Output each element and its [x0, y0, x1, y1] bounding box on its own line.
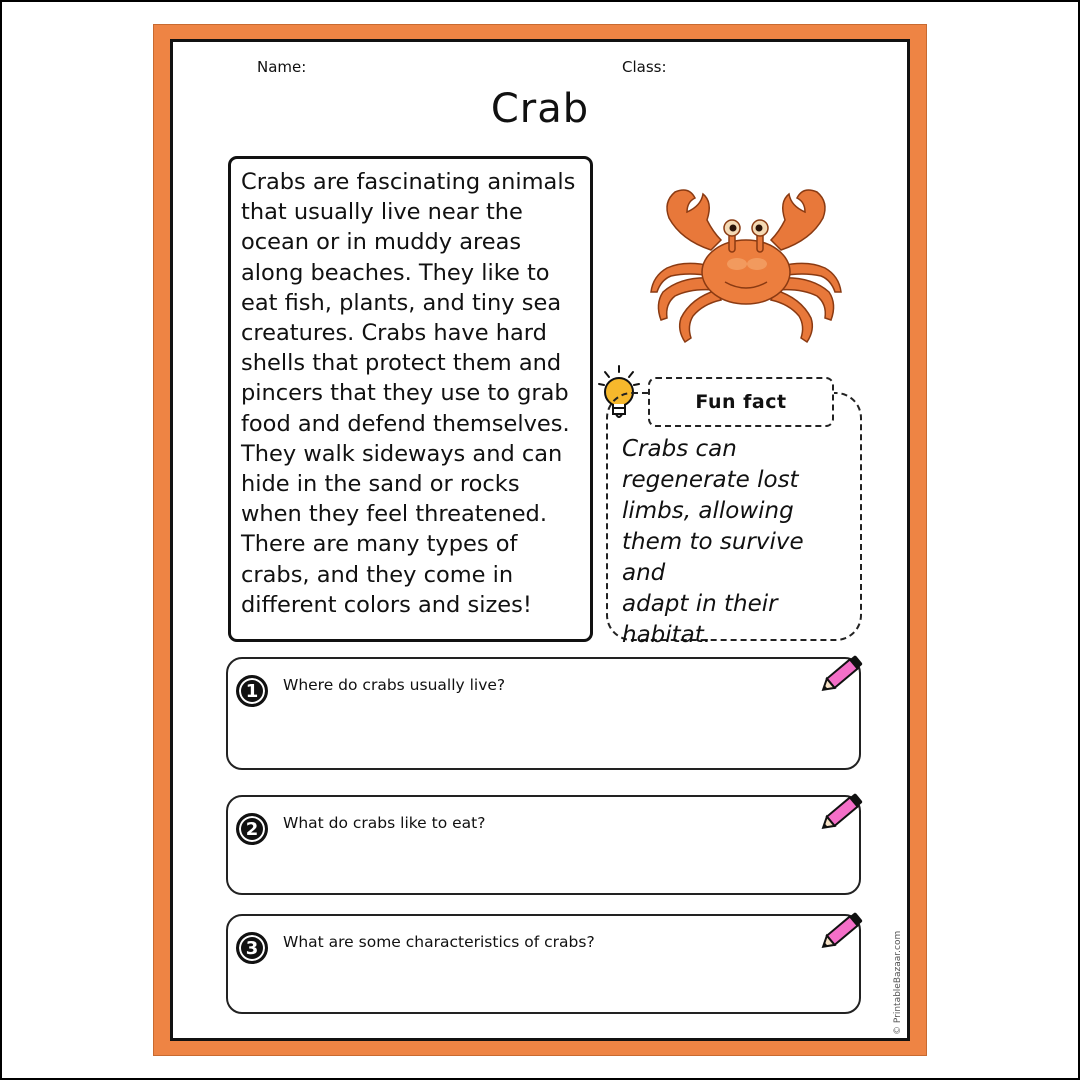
fun-fact-heading: Fun fact [648, 377, 834, 427]
name-label: Name: [257, 58, 307, 76]
pencil-icon [817, 907, 869, 953]
fun-fact-line: habitat. [622, 622, 712, 648]
passage-line: Crabs are fascinating animals [241, 169, 576, 195]
reading-passage-text [241, 167, 582, 620]
question-number-badge: 2 [236, 813, 268, 845]
passage-line: along beaches. They like to [241, 259, 550, 286]
passage-line: crabs, and they come in [241, 561, 514, 588]
worksheet-page [170, 39, 910, 1041]
reading-passage-box [228, 156, 593, 642]
passage-line: when they feel threatened. [241, 501, 547, 528]
question-text: What are some characteristics of crabs? [283, 933, 595, 951]
fun-fact-box [606, 392, 862, 648]
worksheet-border [153, 24, 927, 1056]
passage-line: shells that protect them and [241, 350, 562, 377]
fun-fact-line: them to survive and [622, 529, 804, 586]
passage-line: They walk sideways and can [241, 440, 563, 467]
question-answer-box[interactable] [226, 914, 861, 1014]
fun-fact-line: adapt in their [622, 591, 778, 617]
fun-fact-line: regenerate lost [622, 467, 799, 493]
passage-line: pincers that they use to grab [241, 380, 569, 407]
passage-line: creatures. Crabs have hard [241, 320, 547, 347]
page-title: Crab [490, 86, 590, 132]
passage-line: eat fish, plants, and tiny sea [241, 289, 562, 316]
passage-line: food and defend themselves. [241, 410, 570, 437]
fun-fact-line: Crabs can [622, 436, 737, 462]
passage-line: different colors and sizes! [241, 591, 532, 618]
question-answer-box[interactable] [226, 795, 861, 895]
passage-line: ocean or in muddy areas [241, 229, 522, 256]
passage-line: There are many types of [241, 531, 518, 558]
copyright-watermark: © PrintableBazaar.com [893, 930, 903, 1035]
question-number-badge: 3 [236, 932, 268, 964]
passage-line: hide in the sand or rocks [241, 471, 520, 498]
question-text: Where do crabs usually live? [283, 676, 506, 694]
fun-fact-text [622, 434, 854, 651]
pencil-icon [817, 788, 869, 834]
question-answer-box[interactable] [226, 657, 861, 770]
passage-line: that usually live near the [241, 199, 523, 226]
pencil-icon [817, 650, 869, 696]
class-label: Class: [622, 58, 667, 76]
question-text: What do crabs like to eat? [283, 814, 486, 832]
question-number-badge: 1 [236, 675, 268, 707]
crab-illustration [641, 180, 851, 345]
fun-fact-line: limbs, allowing [622, 498, 794, 524]
